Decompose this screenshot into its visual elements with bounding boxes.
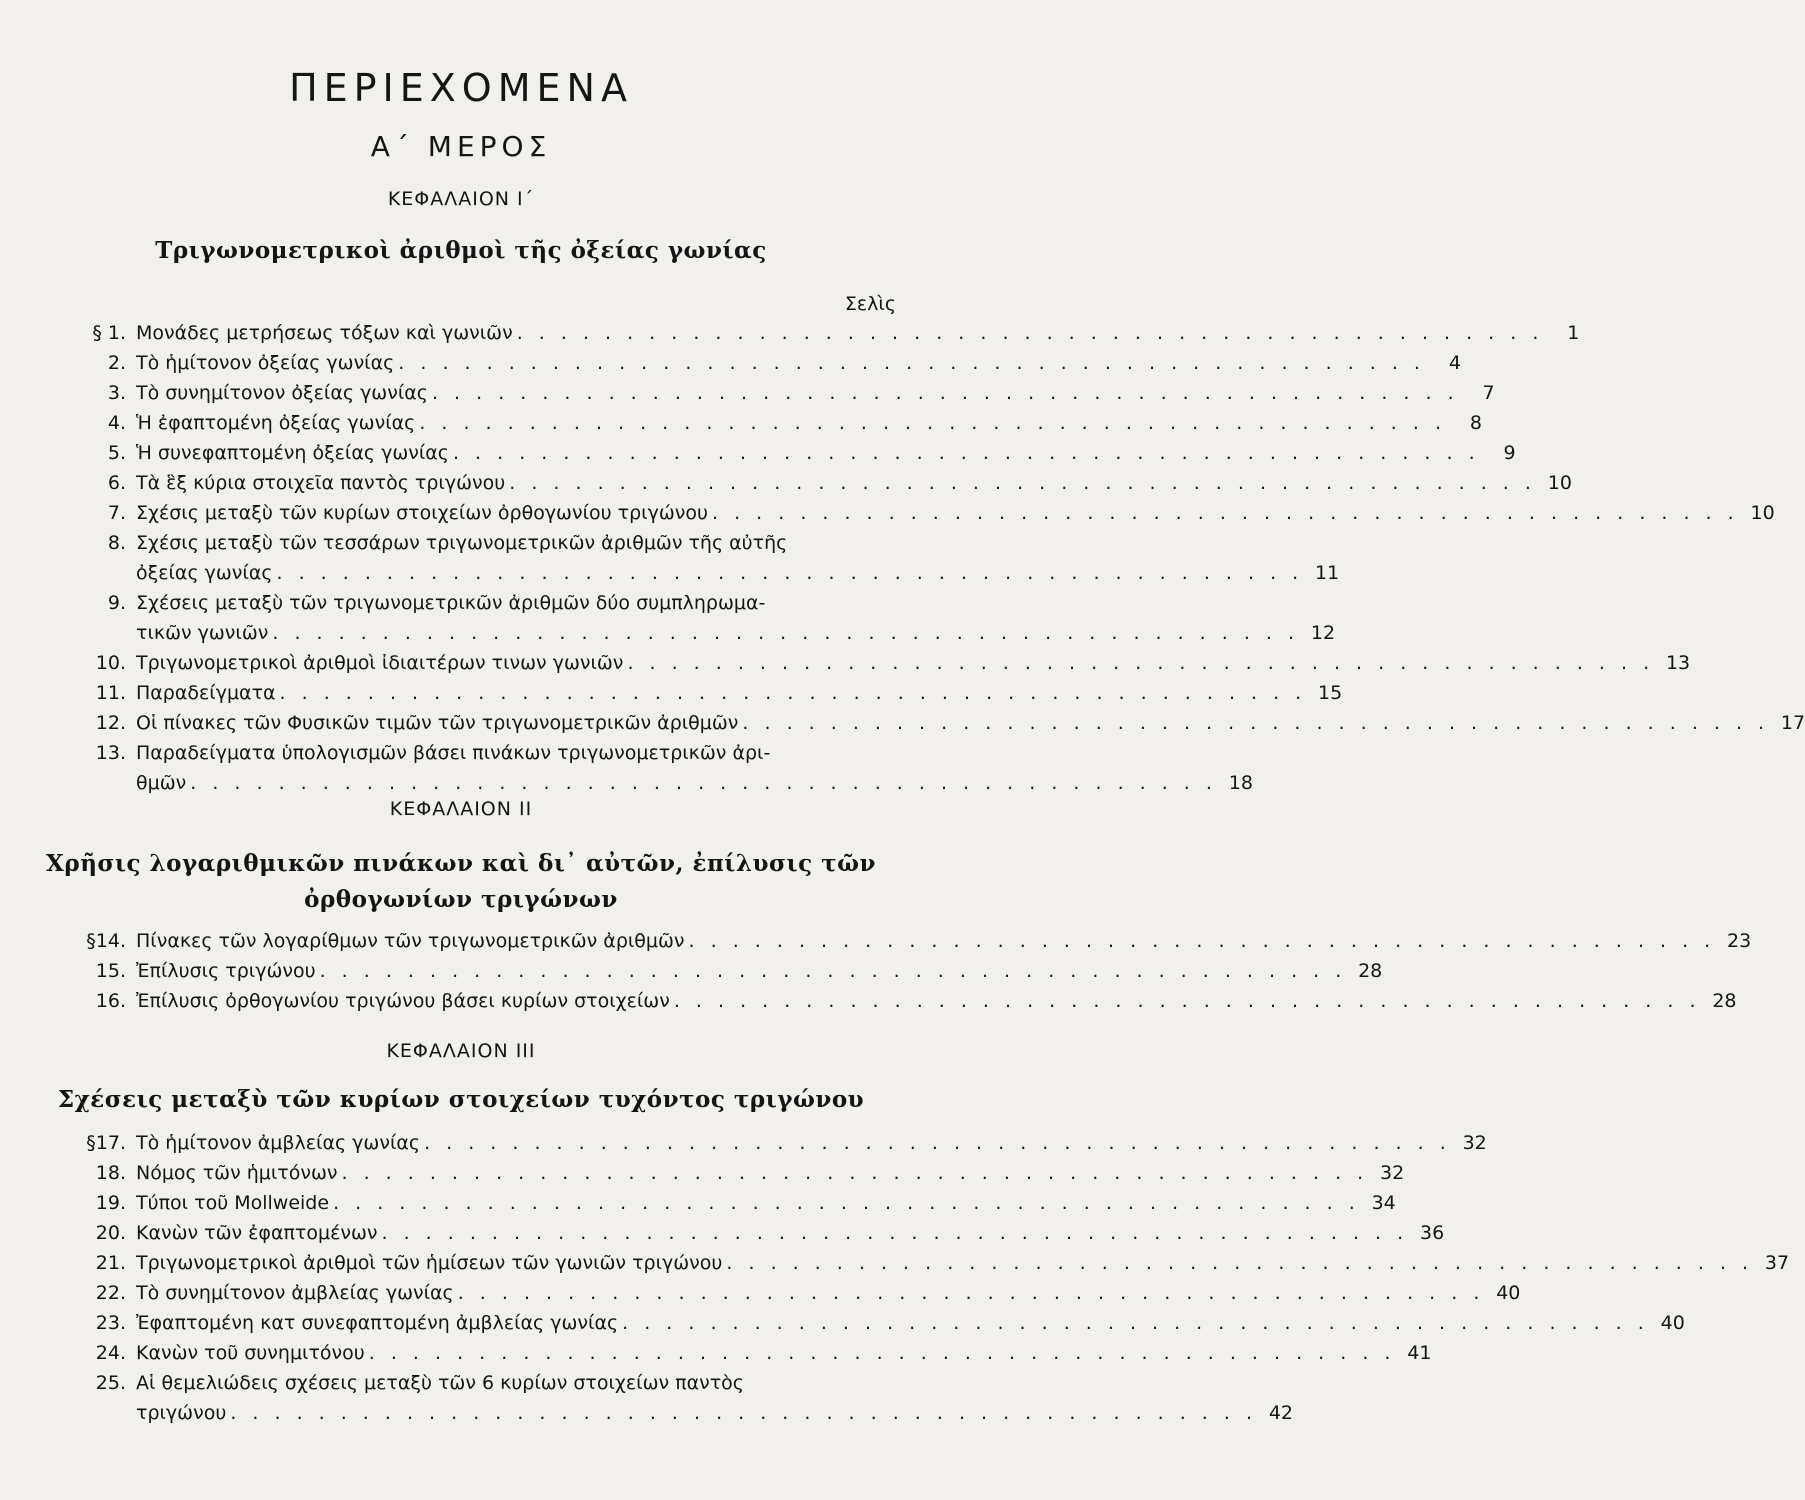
part-title: Α΄ ΜΕΡΟΣ: [370, 130, 552, 163]
entry-line: [136, 318, 1580, 348]
page-number: 40: [1660, 1312, 1685, 1334]
entry-title: Νόμος τῶν ἡμιτόνων: [136, 1162, 338, 1184]
page-number: 41: [1407, 1342, 1432, 1364]
entry-title: Τριγωνομετρικοὶ ἀριθμοὶ ἰδιαιτέρων τινων γωνιῶν: [136, 652, 624, 674]
dot-leader: . . . . . . . . . . . . . . . . . . . . . . . . . . . . . . . . . . . . . . . . . . . . . . .: [398, 352, 1425, 374]
page-number: 34: [1371, 1192, 1396, 1214]
entry-line: [136, 1338, 1432, 1368]
entry-line: [136, 768, 1253, 798]
page-number: 1: [1567, 322, 1580, 344]
dot-leader: . . . . . . . . . . . . . . . . . . . . . . . . . . . . . . . . . . . . . . . . . . . . . . .: [276, 562, 1304, 584]
entry-title-line-1: Σχέσις μεταξὺ τῶν τεσσάρων τριγωνομετρικῶν ἀριθμῶν τῆς αὐτῆς: [136, 532, 788, 554]
toc-entry[interactable]: [0, 318, 1580, 348]
dot-leader: . . . . . . . . . . . . . . . . . . . . . . . . . . . . . . . . . . . . . . . . . . . . . . .: [381, 1222, 1409, 1244]
section-number: 3.: [107, 382, 126, 404]
section-number: 4.: [107, 412, 126, 434]
dot-leader: . . . . . . . . . . . . . . . . . . . . . . . . . . . . . . . . . . . . . . . . . . . . . . .: [424, 1132, 1451, 1154]
entry-line: [136, 1308, 1685, 1338]
entry-title: Ἐπίλυσις ὀρθογωνίου τριγώνου βάσει κυρίων στοιχείων: [136, 990, 670, 1012]
toc-entry[interactable]: [0, 678, 1343, 708]
section-number: 16.: [95, 990, 126, 1012]
dot-leader: . . . . . . . . . . . . . . . . . . . . . . . . . . . . . . . . . . . . . . . . . . . . . . .: [368, 1342, 1396, 1364]
entry-title: Τὸ ἡμίτονον ἀμβλείας γωνίας: [136, 1132, 421, 1154]
entry-title: Οἱ πίνακες τῶν Φυσικῶν τιμῶν τῶν τριγωνομετρικῶν ἀριθμῶν: [136, 712, 739, 734]
toc-entry[interactable]: [0, 498, 1775, 528]
dot-leader: . . . . . . . . . . . . . . . . . . . . . . . . . . . . . . . . . . . . . . . . . . . . . . .: [230, 1402, 1258, 1424]
entry-line: [136, 1278, 1521, 1308]
page-number: 42: [1268, 1402, 1294, 1424]
page-number: 11: [1315, 562, 1340, 584]
section-number: 18.: [95, 1162, 126, 1184]
entry-line: [136, 348, 1461, 378]
page-number: 32: [1462, 1132, 1487, 1154]
toc-entry[interactable]: [0, 1158, 1405, 1188]
page-number: 18: [1228, 772, 1253, 794]
entry-line: [136, 498, 1775, 528]
section-number: 19.: [95, 1192, 126, 1214]
page-number: 13: [1665, 652, 1691, 674]
entry-line: [136, 438, 1516, 468]
entry-title: Πίνακες τῶν λογαρίθμων τῶν τριγωνομετρικῶν ἀριθμῶν: [136, 930, 685, 952]
entry-line: [136, 986, 1737, 1016]
section-number: 25.: [95, 1372, 126, 1394]
entry-title: Τὸ συνημίτονον ἀμβλείας γωνίας: [136, 1282, 454, 1304]
toc-entry[interactable]: [0, 956, 1383, 986]
section-number: §14.: [86, 930, 126, 952]
dot-leader: . . . . . . . . . . . . . . . . . . . . . . . . . . . . . . . . . . . . . . . . . . . . . . .: [673, 990, 1701, 1012]
entry-line: [136, 1128, 1487, 1158]
entry-line: [136, 378, 1495, 408]
toc-entry[interactable]: [0, 468, 1572, 498]
dot-leader: . . . . . . . . . . . . . . . . . . . . . . . . . . . . . . . . . . . . . . . . . . . . . . .: [516, 322, 1544, 344]
page-number: 37: [1764, 1252, 1790, 1274]
section-number: 24.: [95, 1342, 126, 1364]
entry-title: θμῶν: [136, 772, 187, 794]
page-number: 28: [1712, 990, 1737, 1012]
page-number: 36: [1420, 1222, 1445, 1244]
entry-line: [136, 648, 1691, 678]
dot-leader: . . . . . . . . . . . . . . . . . . . . . . . . . . . . . . . . . . . . . . . . . . . . . . .: [622, 1312, 1649, 1334]
entry-line: [136, 558, 1340, 588]
toc-entry[interactable]: [0, 1218, 1445, 1248]
entry-line: [136, 926, 1752, 956]
entry-line: [136, 956, 1383, 986]
entry-line: [136, 408, 1482, 438]
chapter-label-1: ΚΕΦΑΛΑΙΟΝ Ι΄: [387, 188, 535, 210]
dot-leader: . . . . . . . . . . . . . . . . . . . . . . . . . . . . . . . . . . . . . . . . . . . . . . .: [742, 712, 1770, 734]
page-number: 10: [1547, 472, 1572, 494]
page-number: 10: [1750, 502, 1775, 524]
chapter-heading-3: Σχέσεις μεταξὺ τῶν κυρίων στοιχείων τυχόντος τριγώνου: [57, 1086, 865, 1113]
entry-line: [136, 678, 1343, 708]
entry-title: Κανὼν τοῦ συνημιτόνου: [136, 1342, 365, 1364]
dot-leader: . . . . . . . . . . . . . . . . . . . . . . . . . . . . . . . . . . . . . . . . . . . . . . .: [726, 1252, 1754, 1274]
page-number: 32: [1380, 1162, 1405, 1184]
dot-leader: . . . . . . . . . . . . . . . . . . . . . . . . . . . . . . . . . . . . . . . . . . . . . . .: [688, 930, 1716, 952]
toc-entry[interactable]: [0, 378, 1495, 408]
entry-title-line-1: Παραδείγματα ὑπολογισμῶν βάσει πινάκων τριγωνομετρικῶν ἀρι-: [136, 742, 771, 764]
dot-leader: . . . . . . . . . . . . . . . . . . . . . . . . . . . . . . . . . . . . . . . . . . . . . . .: [319, 960, 1347, 982]
entry-title: Σχέσις μεταξὺ τῶν κυρίων στοιχείων ὀρθογωνίου τριγώνου: [136, 502, 708, 524]
entry-title: Τὸ συνημίτονον ὀξείας γωνίας: [136, 382, 428, 404]
section-number: 5.: [107, 442, 126, 464]
section-number: 13.: [95, 742, 126, 764]
chapter-heading-2: Χρῆσις λογαριθμικῶν πινάκων καὶ δι᾽ αὐτῶν, ἐπίλυσις τῶν ὀρθογωνίων τριγώνων: [46, 850, 876, 913]
section-number: 15.: [95, 960, 126, 982]
dot-leader: . . . . . . . . . . . . . . . . . . . . . . . . . . . . . . . . . . . . . . . . . . . . . . .: [419, 412, 1446, 434]
section-number: § 1.: [92, 322, 126, 344]
section-number: 10.: [95, 652, 126, 674]
toc-entry[interactable]: [0, 1368, 1294, 1428]
entry-title-line-1: Αἱ θεμελιώδεις σχέσεις μεταξὺ τῶν 6 κυρίων στοιχείων παντὸς: [136, 1372, 744, 1394]
page-number: 15: [1318, 682, 1343, 704]
entry-title: τικῶν γωνιῶν: [136, 622, 269, 644]
page-number: 17: [1780, 712, 1805, 734]
section-number: 11.: [95, 682, 126, 704]
entry-line: [136, 1158, 1405, 1188]
page-number: 9: [1503, 442, 1516, 464]
toc-entry[interactable]: [0, 1188, 1396, 1218]
toc-entry[interactable]: [0, 648, 1691, 678]
entry-title: ὀξείας γωνίας: [136, 562, 273, 584]
page-number: 12: [1310, 622, 1336, 644]
section-number: 6.: [107, 472, 126, 494]
page-number: 4: [1448, 352, 1461, 374]
entry-line: [136, 618, 1336, 648]
section-number: 2.: [107, 352, 126, 374]
entry-title: Τριγωνομετρικοὶ ἀριθμοὶ τῶν ἡμίσεων τῶν γωνιῶν τριγώνου: [136, 1252, 723, 1274]
dot-leader: . . . . . . . . . . . . . . . . . . . . . . . . . . . . . . . . . . . . . . . . . . . . . . .: [272, 622, 1300, 644]
entry-title: Παραδείγματα: [136, 682, 276, 704]
entry-title: Ἡ ἐφαπτομένη ὀξείας γωνίας: [136, 412, 416, 434]
toc-entry[interactable]: [0, 408, 1482, 438]
section-number: 23.: [95, 1312, 126, 1334]
dot-leader: . . . . . . . . . . . . . . . . . . . . . . . . . . . . . . . . . . . . . . . . . . . . . . .: [431, 382, 1459, 404]
toc-entry[interactable]: [0, 986, 1737, 1016]
toc-entry[interactable]: [0, 708, 1805, 738]
toc-entry[interactable]: [0, 348, 1461, 378]
dot-leader: . . . . . . . . . . . . . . . . . . . . . . . . . . . . . . . . . . . . . . . . . . . . . . .: [457, 1282, 1485, 1304]
section-number: 9.: [107, 592, 126, 614]
section-number: §17.: [86, 1132, 126, 1154]
toc-entry[interactable]: [0, 926, 1752, 956]
section-number: 12.: [95, 712, 126, 734]
chapter-heading-1: Τριγωνομετρικοὶ ἀριθμοὶ τῆς ὀξείας γωνίας: [155, 237, 767, 264]
page-number: 7: [1482, 382, 1495, 404]
page-title: ΠΕΡΙΕΧΟΜΕΝΑ: [289, 66, 633, 110]
section-number: 7.: [107, 502, 126, 524]
entry-title: τριγώνου: [136, 1402, 227, 1424]
toc-entry[interactable]: [0, 438, 1516, 468]
toc-entry[interactable]: [0, 528, 1340, 588]
section-number: 8.: [107, 532, 126, 554]
dot-leader: . . . . . . . . . . . . . . . . . . . . . . . . . . . . . . . . . . . . . . . . . . . . . . .: [279, 682, 1307, 704]
dot-leader: . . . . . . . . . . . . . . . . . . . . . . . . . . . . . . . . . . . . . . . . . . . . . . .: [333, 1192, 1360, 1214]
toc-entry[interactable]: [0, 1248, 1790, 1278]
entry-title: Ἐφαπτομένη κατ συνεφαπτομένη ἀμβλείας γωνίας: [136, 1312, 619, 1334]
dot-leader: . . . . . . . . . . . . . . . . . . . . . . . . . . . . . . . . . . . . . . . . . . . . . . .: [341, 1162, 1369, 1184]
toc-entry[interactable]: [0, 1128, 1487, 1158]
entry-title: Μονάδες μετρήσεως τόξων καὶ γωνιῶν: [136, 322, 513, 344]
page-number: 23: [1727, 930, 1752, 952]
entry-title: Κανὼν τῶν ἐφαπτομένων: [136, 1222, 378, 1244]
dot-leader: . . . . . . . . . . . . . . . . . . . . . . . . . . . . . . . . . . . . . . . . . . . . . . .: [509, 472, 1536, 494]
entry-line: [136, 1188, 1396, 1218]
section-number: 22.: [95, 1282, 126, 1304]
entry-title: Τύποι τοῦ Mollweide: [136, 1192, 330, 1214]
section-number: 21.: [95, 1252, 126, 1274]
entry-line: [136, 708, 1805, 738]
entry-title-line-1: Σχέσεις μεταξὺ τῶν τριγωνομετρικῶν ἀριθμῶν δύο συμπληρωμα-: [136, 592, 766, 614]
dot-leader: . . . . . . . . . . . . . . . . . . . . . . . . . . . . . . . . . . . . . . . . . . . . . . .: [712, 502, 1739, 524]
entry-title: Τὸ ἡμίτονον ὀξείας γωνίας: [136, 352, 395, 374]
page-number: 40: [1496, 1282, 1521, 1304]
chapter-label-3: ΚΕΦΑΛΑΙΟΝ ΙΙΙ: [386, 1040, 536, 1062]
pages-column-label: Σελὶς: [844, 293, 896, 315]
toc-entry[interactable]: [0, 1308, 1685, 1338]
entry-line: [136, 1218, 1445, 1248]
dot-leader: . . . . . . . . . . . . . . . . . . . . . . . . . . . . . . . . . . . . . . . . . . . . . . .: [627, 652, 1655, 674]
dot-leader: . . . . . . . . . . . . . . . . . . . . . . . . . . . . . . . . . . . . . . . . . . . . . . .: [190, 772, 1217, 794]
toc-entry[interactable]: [0, 1278, 1521, 1308]
entry-title: Ἐπίλυσις τριγώνου: [136, 960, 316, 982]
entry-title: Ἡ συνεφαπτομένη ὀξείας γωνίας: [136, 442, 449, 464]
toc-entry[interactable]: [0, 588, 1336, 648]
page-number: 8: [1469, 412, 1482, 434]
section-number: 20.: [95, 1222, 126, 1244]
toc-entry[interactable]: [0, 1338, 1432, 1368]
chapter-label-2: ΚΕΦΑΛΑΙΟΝ ΙΙ: [389, 798, 533, 820]
dot-leader: . . . . . . . . . . . . . . . . . . . . . . . . . . . . . . . . . . . . . . . . . . . . . . .: [452, 442, 1480, 464]
page-number: 28: [1358, 960, 1383, 982]
entry-line: [136, 1398, 1294, 1428]
entry-line: [136, 468, 1572, 498]
entry-title: Τὰ ἓξ κύρια στοιχεῖα παντὸς τριγώνου: [136, 472, 506, 494]
entry-line: [136, 1248, 1790, 1278]
toc-entry[interactable]: [0, 738, 1253, 798]
